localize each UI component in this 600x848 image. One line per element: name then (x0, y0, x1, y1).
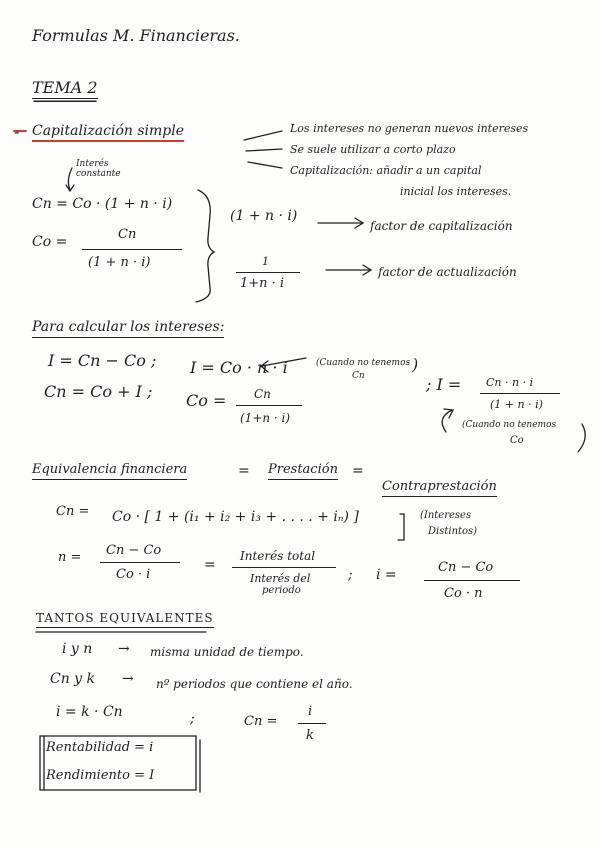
note-line-3: Capitalización: añadir a un capital (290, 164, 482, 177)
formula-co-lhs: Co = (32, 234, 68, 250)
tantos-l2-var: Cn y k (50, 671, 96, 687)
formula-co-num: Cn (118, 227, 137, 242)
arrow-head (444, 409, 453, 418)
tantos-l3: i = k · Cn (56, 704, 123, 720)
note-co-2: Co (510, 435, 524, 446)
arrow-head (66, 185, 74, 191)
equiv-sep: ; (348, 567, 353, 583)
tantos-l4-num: i (308, 704, 313, 719)
equiv-w1: Equivalencia financiera (32, 462, 187, 480)
formula-i-3-num: Cn · n · i (486, 376, 534, 389)
note-co-1: (Cuando no tenemos (462, 420, 557, 430)
interes-label-1: Interés (76, 159, 109, 169)
formula-i-1: I = Cn − Co ; (48, 351, 157, 370)
bracket (398, 514, 404, 540)
equiv-n2-den-1: Interés del (250, 572, 311, 585)
arrow-head (261, 361, 268, 372)
tantos-l1-var: i y n (62, 641, 93, 657)
pointer-line (246, 149, 282, 151)
interes-label-2: constante (76, 169, 121, 179)
factor-cap-text: factor de capitalización (370, 219, 513, 233)
factor-act-den: 1+n · i (240, 276, 285, 291)
page-title: Formulas M. Financieras. (32, 26, 240, 45)
factor-act-text: factor de actualización (378, 265, 517, 279)
note-line-4: inicial los intereses. (400, 185, 512, 198)
formula-co-2-den: (1+n · i) (240, 411, 291, 425)
equiv-w2: Prestación (268, 462, 338, 480)
pointer-line (248, 162, 282, 168)
formula-cn: Cn = Co · (1 + n · i) (32, 196, 173, 212)
note-cn-2: Cn (352, 371, 365, 381)
arrow-stroke (68, 168, 72, 190)
tantos-l2-arrow: → (122, 671, 134, 687)
equiv-n-lhs: n = (58, 550, 82, 565)
formula-cn-2: Cn = Co + I ; (44, 382, 153, 401)
formula-co-den: (1 + n · i) (88, 255, 151, 270)
bullet: - (14, 122, 20, 141)
note-cn-close: ) (412, 355, 419, 374)
brace (196, 190, 214, 302)
formula-co-2-lhs: Co = (186, 391, 227, 410)
note-cn-1: (Cuando no tenemos (316, 358, 411, 368)
tantos-l4-den: k (306, 728, 314, 743)
equiv-eq2: = (352, 463, 364, 479)
tantos-l3-sep: ; (190, 711, 195, 727)
factor-act-num: 1 (262, 255, 269, 268)
note-paren (578, 424, 585, 452)
note-line-2: Se suele utilizar a corto plazo (290, 143, 456, 156)
factor-cap-expr: (1 + n · i) (230, 208, 298, 224)
equiv-i-num: Cn − Co (438, 560, 494, 575)
equiv-i-den: Co · n (444, 586, 483, 601)
box-line-1: Rentabilidad = i (46, 740, 154, 755)
equiv-eq3: = (204, 557, 216, 573)
equiv-w3: Contraprestación (382, 479, 497, 497)
box-line-2: Rendimiento = I (46, 768, 155, 783)
formula-i-3-den: (1 + n · i) (490, 398, 543, 411)
pointer-line (244, 131, 282, 140)
tantos-title: TANTOS EQUIVALENTES (36, 611, 214, 628)
equiv-i-lhs: i = (376, 567, 397, 583)
equiv-cn-lhs: Cn = (56, 504, 90, 519)
equiv-n-den: Co · i (116, 567, 151, 582)
formula-i-2: I = Co · n · i (190, 358, 288, 377)
equiv-n2-den-2: periodo (262, 585, 301, 596)
formula-co-2-num: Cn (254, 387, 271, 401)
arrow-stroke (442, 410, 452, 432)
tantos-l1-text: misma unidad de tiempo. (150, 645, 304, 659)
equiv-eq: = (238, 463, 250, 479)
tantos-l1-arrow: → (118, 641, 130, 657)
intereses-title: Para calcular los intereses: (32, 319, 224, 338)
equiv-cn-rhs: Co · [ 1 + (i₁ + i₂ + i₃ + . . . . + iₙ) ] (112, 509, 359, 525)
arrow-stroke (262, 358, 306, 366)
equiv-n-num: Cn − Co (106, 543, 162, 558)
note-line-1: Los intereses no generan nuevos intereses (290, 122, 529, 135)
formula-i-3-lhs: ; I = (426, 375, 462, 394)
equiv-note-1: (Intereses (420, 510, 472, 521)
equiv-n2-num: Interés total (240, 549, 316, 563)
tantos-l4-lhs: Cn = (244, 714, 278, 729)
cap-simple-title: Capitalización simple (32, 123, 184, 142)
tantos-l2-text: nº periodos que contiene el año. (156, 677, 353, 691)
tema-label: TEMA 2 (32, 78, 98, 97)
equiv-note-2: Distintos) (428, 526, 478, 537)
